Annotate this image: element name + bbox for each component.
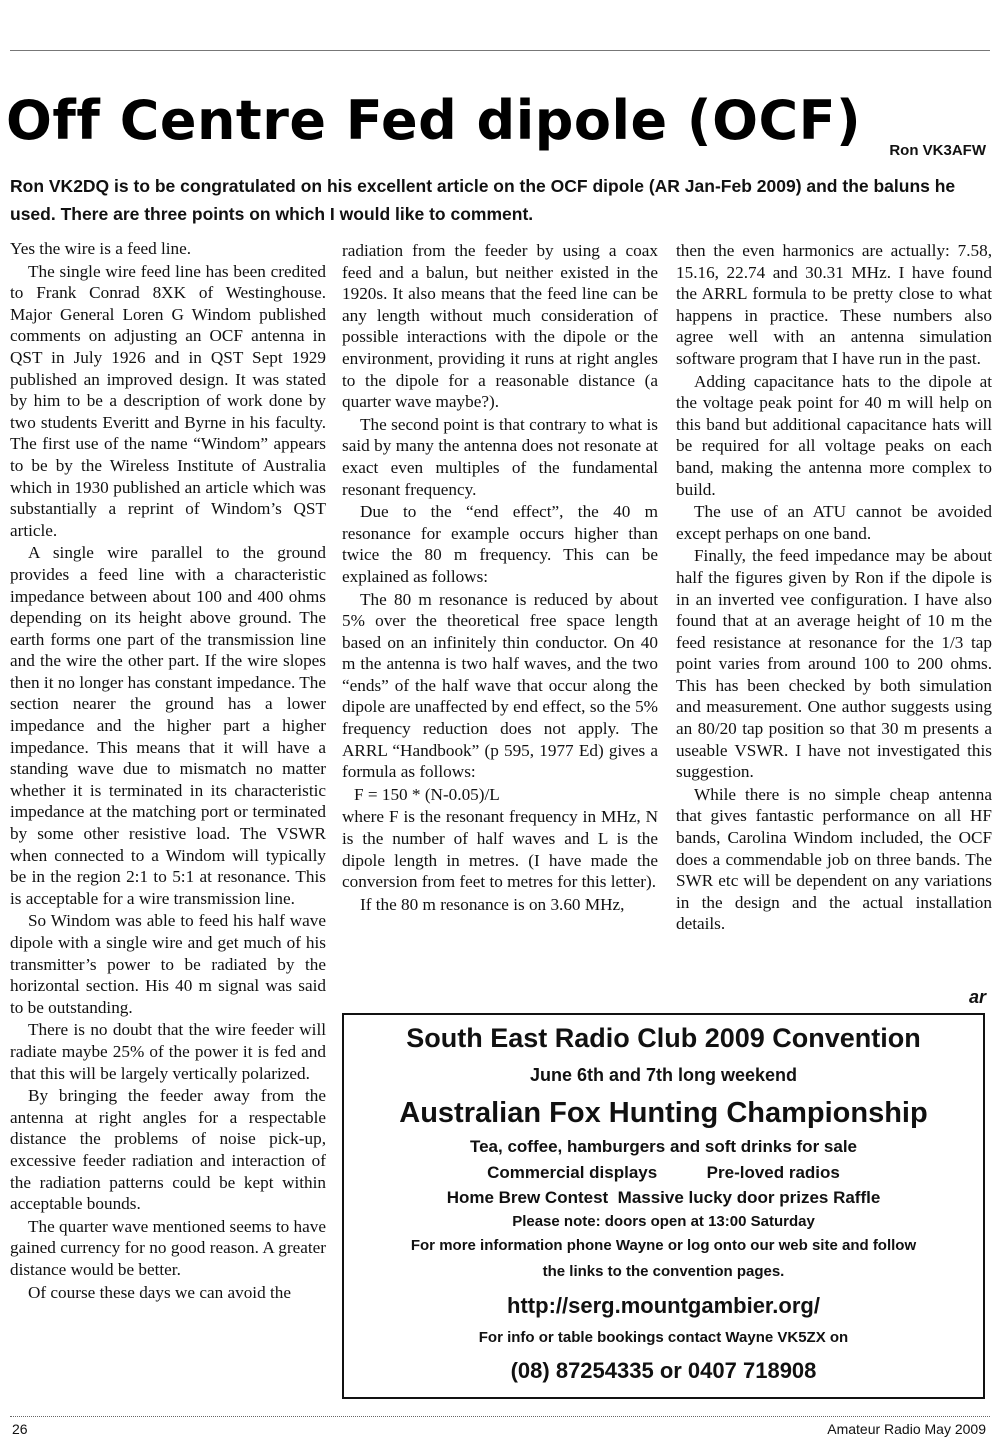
paragraph: Finally, the feed impedance may be about half the figures given by Ron if the dipole is in an inverted vee configuration. I have also found that at an average height of 10 m the feed resistance at resonance for the 1/3 tap point varies from around 100 to 200 ohms. This has been checked by both simulation and measurement. One author suggests using an 80/20 tap position so that 30 m presents a useable VSWR. I have not investigated this suggestion.	[676, 546, 992, 782]
paragraph: If the 80 m resonance is on 3.60 MHz,	[360, 894, 625, 914]
column-3	[676, 240, 992, 936]
formula: F = 150 * (N-0.05)/L	[354, 784, 500, 804]
paragraph: Due to the “end effect”, the 40 m resonance for example occurs higher than twice the 80 m frequency. This can be explained as follows:	[342, 502, 658, 586]
publication-name: Amateur Radio May 2009	[827, 1421, 986, 1437]
column-1	[10, 238, 326, 1304]
column-2	[342, 240, 658, 916]
advert-catering: Tea, coffee, hamburgers and soft drinks for sale	[469, 1137, 857, 1156]
paragraph: While there is no simple cheap antenna that gives fantastic performance on all HF bands, Carolina Windom included, the OCF does a commendable job on three bands. The SWR etc will be dependent on any variations in the design and the actual installation details.	[676, 784, 992, 934]
advert-note: Please note: doors open at 13:00 Saturday	[512, 1213, 815, 1230]
advert-heading: South East Radio Club 2009 Convention	[406, 1023, 921, 1053]
advert-displays	[344, 1163, 983, 1183]
advert-dates: June 6th and 7th long weekend	[529, 1065, 798, 1085]
advert-commercial: Commercial displays	[487, 1163, 658, 1182]
advert-preloved: Pre-loved radios	[706, 1163, 840, 1182]
bottom-rule	[10, 1416, 990, 1417]
paragraph: There is no doubt that the wire feeder will radiate maybe 25% of the power it is fed and that this will be largely vertically polarized.	[10, 1020, 326, 1083]
advert-info: For more information phone Wayne or log onto our web site and follow	[410, 1237, 917, 1254]
advert-contact: For info or table bookings contact Wayne VK5ZX on	[478, 1329, 849, 1346]
advert-contest: Home Brew Contest Massive lucky door prizes Raffle	[446, 1188, 881, 1207]
paragraph: where F is the resonant frequency in MHz, N is the number of half waves and L is the dipole length in metres. (I have made the conversion from feet to metres for this letter).	[342, 807, 658, 892]
paragraph: Yes the wire is a feed line.	[10, 239, 192, 258]
advert-info-2: the links to the convention pages.	[542, 1263, 785, 1280]
article-title: Off Centre Fed dipole (OCF)	[6, 89, 862, 153]
paragraph: Of course these days we can avoid the	[28, 1282, 291, 1302]
paragraph: So Windom was able to feed his half wave dipole with a single wire and get much of his transmitter’s power to be radiated by the horizontal section. His 40 m signal was said to be outstanding.	[10, 911, 326, 1017]
paragraph: The use of an ATU cannot be avoided except perhaps on one band.	[676, 502, 992, 543]
convention-advert	[342, 1013, 985, 1399]
author-byline: Ron VK3AFW	[889, 142, 986, 159]
paragraph: then the even harmonics are actually: 7.58, 15.16, 22.74 and 30.31 MHz. I have found the ARRL formula to be pretty close to what happens in practice. These numbers also agree well with an antenna simulation software program that I have run in the past.	[676, 241, 992, 368]
paragraph: The second point is that contrary to what is said by many the antenna does not resonate at exact even multiples of the fundamental resonant frequency.	[342, 414, 658, 499]
paragraph: A single wire parallel to the ground provides a feed line with a characteristic impedance between about 100 and 400 ohms depending on its height above ground. The earth forms one part of the transmission line and the wire the other part. If the wire slopes then it no longer has constant impedance. The section nearer the ground has a lower impedance and the higher part a higher impedance. This means that it will have a standing wave due to mismatch no matter whether it is terminated in its characteristic impedance at the matching port or terminated by some other resistive load. The VSWR when connected to a Windom will typically be in the region 2:1 to 5:1 at resonance. This is acceptable for a wire transmission line.	[10, 543, 326, 908]
advert-championship: Australian Fox Hunting Championship	[399, 1097, 928, 1129]
advert-url[interactable]: http://serg.mountgambier.org/	[507, 1293, 820, 1318]
page-number: 26	[12, 1421, 28, 1437]
advert-phone: (08) 87254335 or 0407 718908	[510, 1358, 817, 1383]
end-mark: ar	[968, 987, 986, 1007]
paragraph: The single wire feed line has been credited to Frank Conrad 8XK of Westinghouse. Major General Loren G Windom published comments on adjusting an OCF antenna in QST in July 1926 and in QST Sept 1929 published an improved design. It was stated by him to be a description of work done by two students Everitt and Byrne in his faculty. The first use of the name “Windom” appears to be by the Wireless Institute of Australia which in 1930 published an article which was substantially a reprint of Windom’s QST article.	[10, 261, 326, 540]
paragraph: Adding capacitance hats to the dipole at the voltage peak point for 40 m will help on this band but additional capacitance hats will be required for all voltage peaks on each band, making the antenna more complex to build.	[676, 371, 992, 499]
paragraph: By bringing the feeder away from the antenna at right angles for a respectable distance the problems of noise pick-up, excessive feeder radiation and interaction of the radiation patterns could be kept within acceptable bounds.	[10, 1086, 326, 1214]
paragraph: The quarter wave mentioned seems to have gained currency for no good reason. A greater distance would be better.	[10, 1216, 326, 1279]
top-rule	[10, 50, 990, 51]
standfirst: Ron VK2DQ is to be congratulated on his excellent article on the OCF dipole (AR Jan-Feb 2009) and the baluns he used. There are three points on which I would like to comment.	[10, 176, 956, 224]
paragraph: radiation from the feeder by using a coax feed and a balun, but neither existed in the 1920s. It also means that the feed line can be any length without much consideration of possible interactions with the dipole or the environment, providing it runs at right angles to the dipole for a reasonable distance (a quarter wave maybe?).	[342, 241, 658, 412]
paragraph: The 80 m resonance is reduced by about 5% over the theoretical free space length based on an infinitely thin conductor. On 40 m the antenna is two half waves, and the two “ends” of the half wave that occur along the dipole are unaffected by end effect, so the 5% frequency reduction does not apply. The ARRL “Handbook” (p 595, 1977 Ed) gives a formula as follows:	[342, 589, 658, 782]
